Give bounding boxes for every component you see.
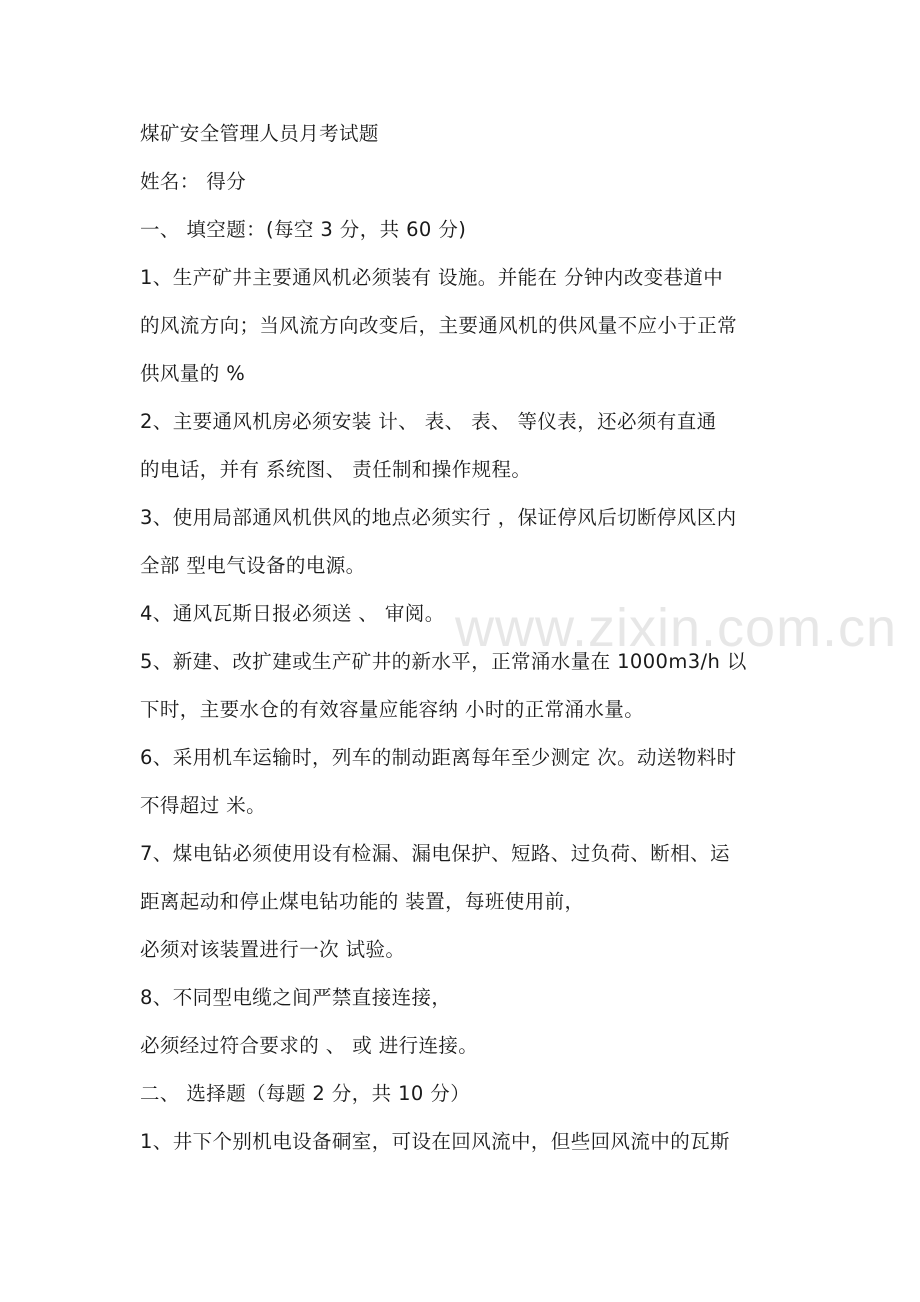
watermark: www.zixin.com.cn <box>455 598 898 658</box>
question-3-line-2: 全部 型电气设备的电源。 <box>140 554 366 577</box>
question-1-line-2: 的风流方向；当风流方向改变后，主要通风机的供风量不应小于正常 <box>140 314 738 337</box>
choice-question-1-line-1: 1、井下个别机电设备硐室，可设在回风流中，但些回风流中的瓦斯 <box>140 1130 730 1153</box>
section-choice-heading: 二、 选择题（每题 2 分，共 10 分） <box>140 1082 471 1105</box>
question-2-line-2: 的电话，并有 系统图、 责任制和操作规程。 <box>140 458 532 481</box>
question-7-line-3: 必须对该装置进行一次 试验。 <box>140 938 406 961</box>
question-1-line-3: 供风量的 % <box>140 362 246 385</box>
question-5-line-2: 下时，主要水仓的有效容量应能容纳 小时的正常涌水量。 <box>140 698 645 721</box>
question-3-line-1: 3、使用局部通风机供风的地点必须实行 ，保证停风后切断停风区内 <box>140 506 737 529</box>
section-fill-in-heading: 一、 填空题：(每空 3 分，共 60 分) <box>140 218 467 241</box>
question-5-line-1: 5、新建、改扩建或生产矿井的新水平，正常涌水量在 1000m3/h 以 <box>140 650 747 673</box>
document-title: 煤矿安全管理人员月考试题 <box>140 122 379 145</box>
question-6-line-1: 6、采用机车运输时，列车的制动距离每年至少测定 次。动送物料时 <box>140 746 737 769</box>
question-8-line-1: 8、不同型电缆之间严禁直接连接， <box>140 986 452 1009</box>
question-1-line-1: 1、生产矿井主要通风机必须装有 设施。并能在 分钟内改变巷道中 <box>140 266 724 289</box>
question-6-line-2: 不得超过 米。 <box>140 794 266 817</box>
question-2-line-1: 2、主要通风机房必须安装 计、 表、 表、 等仪表，还必须有直通 <box>140 410 717 433</box>
question-8-line-2: 必须经过符合要求的 、 或 进行连接。 <box>140 1034 479 1057</box>
question-4-line-1: 4、通风瓦斯日报必须送 、 审阅。 <box>140 602 445 625</box>
question-7-line-1: 7、煤电钻必须使用设有检漏、漏电保护、短路、过负荷、断相、运 <box>140 842 730 865</box>
name-score-line: 姓名： 得分 <box>140 170 247 193</box>
question-7-line-2: 距离起动和停止煤电钻功能的 装置，每班使用前， <box>140 890 585 913</box>
